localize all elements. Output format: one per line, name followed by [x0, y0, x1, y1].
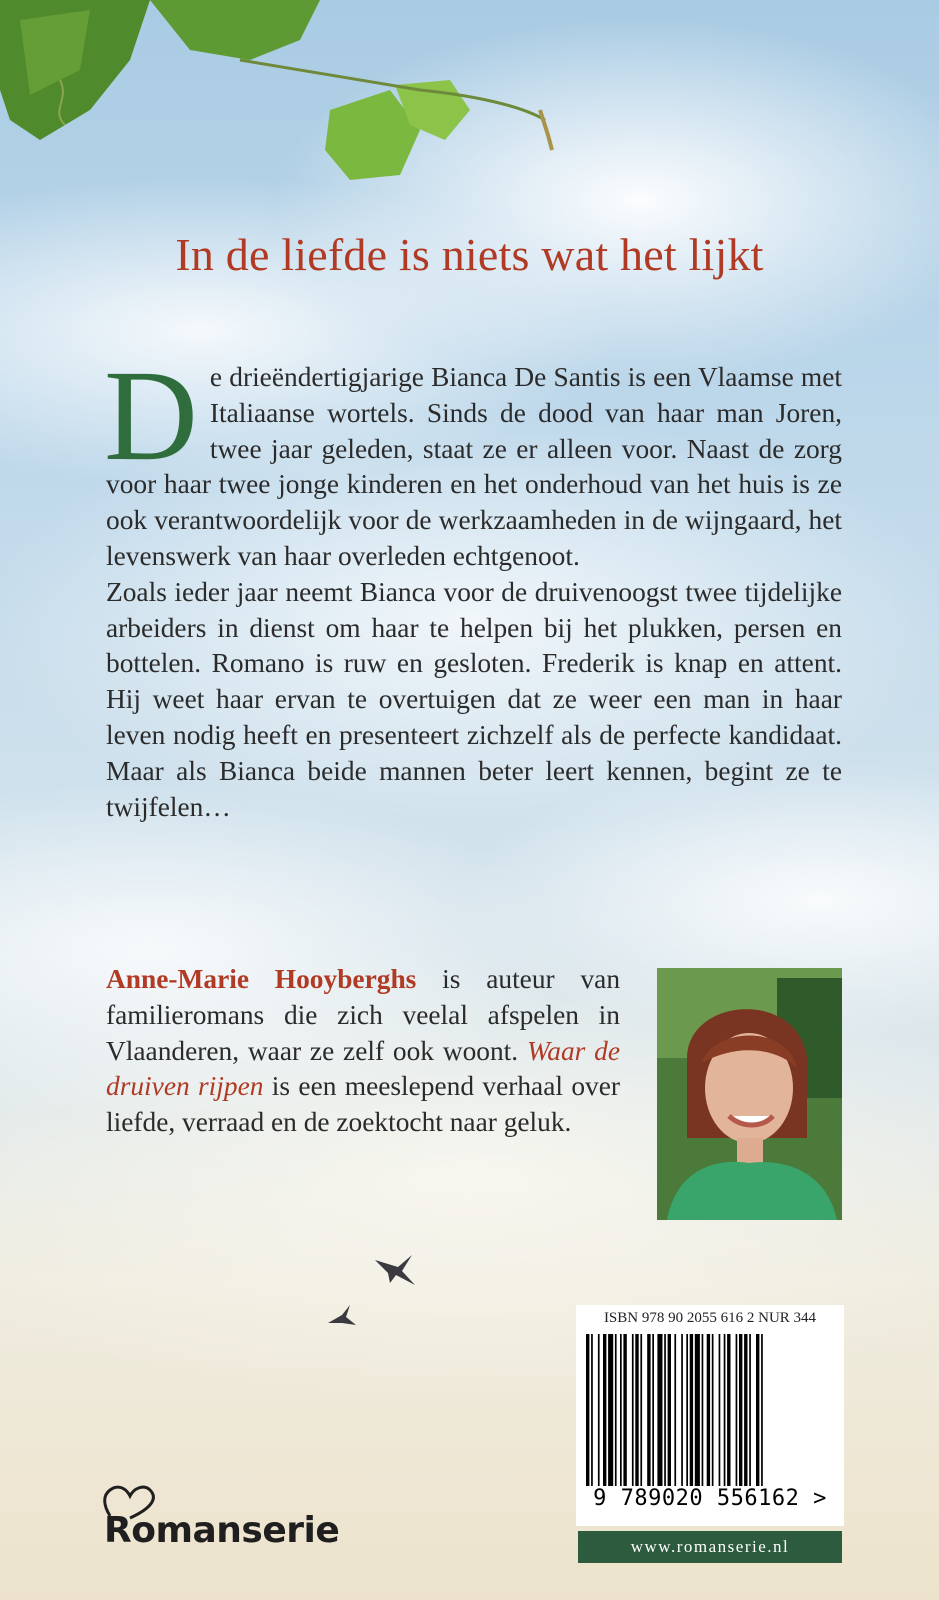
- author-bio: [106, 962, 620, 1141]
- birds-illustration: [320, 1245, 430, 1335]
- author-photo: [657, 968, 842, 1220]
- logo-text: Romanserie: [104, 1510, 340, 1551]
- blurb-paragraph-1: e drieëndertigjarige Bianca De Santis is een Vlaamse met Italiaanse wortels. Sinds de dood van haar man Joren, twee jaar geleden, staat ze er alleen voor. Naast de zorg voor haar twee jonge kinderen en het onderhoud van het huis is ze ook verantwoordelijk voor de werkzaamheden in de wijngaard, het levenswerk van haar overleden echtgenoot.: [106, 362, 842, 571]
- book-title: Waar de druiven rijpen: [106, 1035, 620, 1102]
- publisher-website: www.romanserie.nl: [578, 1531, 842, 1563]
- romanserie-logo: [100, 1482, 360, 1572]
- barcode-bars: [584, 1334, 822, 1486]
- barcode-digits: 9 789020 556162 >: [593, 1486, 827, 1511]
- author-bio-text-2: is een meeslepend verhaal over liefde, verraad en de zoektocht naar geluk.: [106, 1071, 620, 1138]
- blurb-paragraph-2: Zoals ieder jaar neemt Bianca voor de druivenoogst twee tijdelijke arbeiders in dienst om haar te helpen bij het plukken, persen en bottelen. Romano is ruw en gesloten. Frederik is knap en attent. Hij weet haar ervan te overtuigen dat ze weer een man in haar leven nodig heeft en presenteert zichzelf als de perfecte kandidaat. Maar als Bianca beide mannen beter leert kennen, begint ze te twijfelen…: [106, 576, 842, 822]
- isbn-line: ISBN 978 90 2055 616 2 NUR 344: [603, 1310, 817, 1326]
- author-bio-text-1: is auteur van familieromans die zich veelal afspelen in Vlaanderen, waar ze zelf ook woont.: [106, 964, 621, 1066]
- barcode-block: [576, 1305, 844, 1526]
- author-name: Anne-Marie Hooyberghs: [106, 964, 417, 994]
- tagline-heading: In de liefde is niets wat het lijkt: [175, 229, 764, 280]
- drop-cap: D: [104, 344, 198, 488]
- grape-leaves-illustration: [0, 0, 600, 200]
- blurb-text: [104, 344, 842, 825]
